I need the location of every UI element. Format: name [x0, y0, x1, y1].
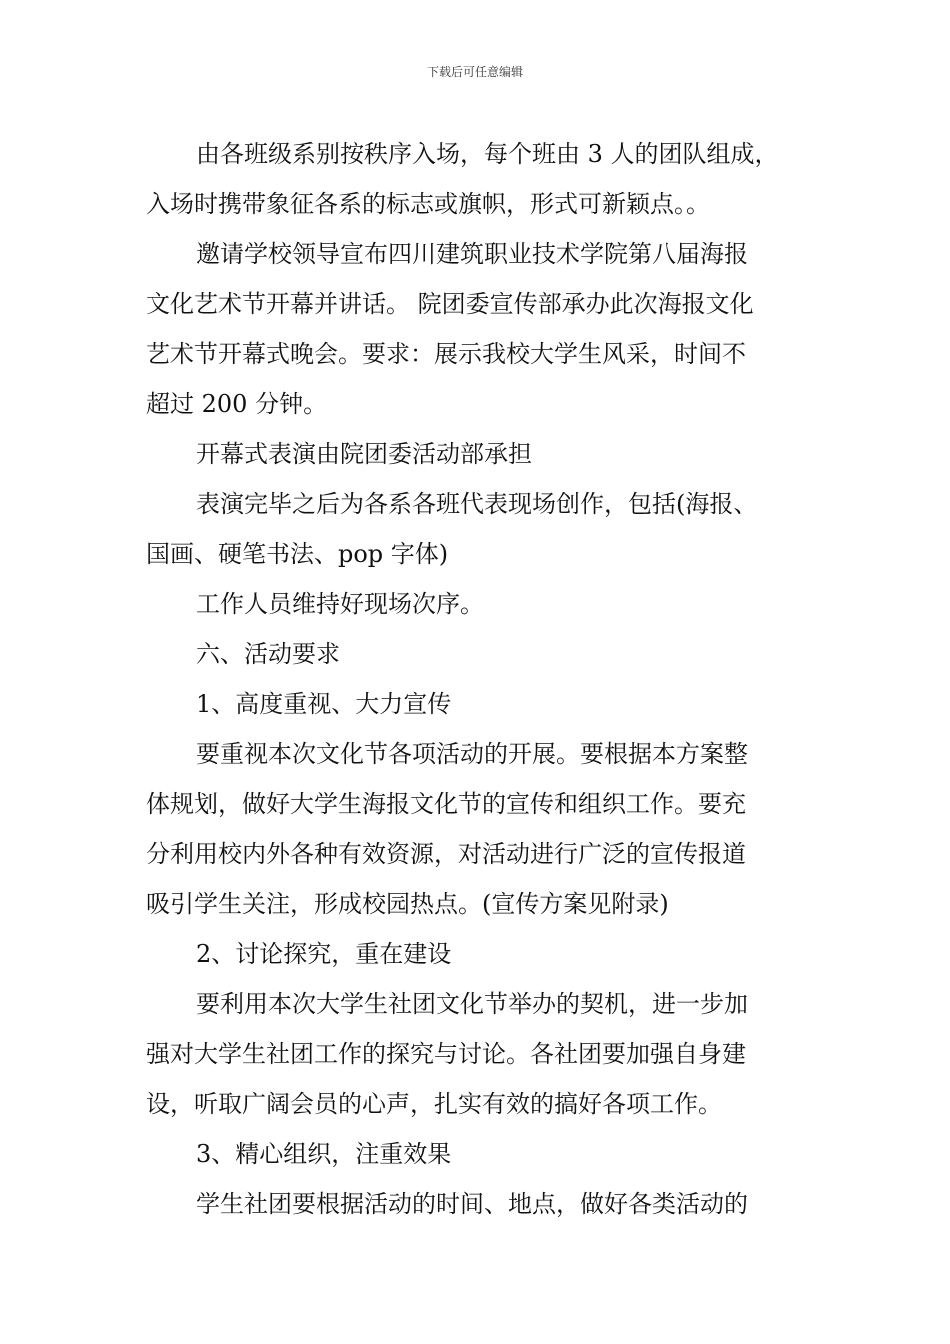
paragraph-opening-performance: [146, 429, 810, 479]
subheading-2: [146, 929, 810, 979]
text-line: 学生社团要根据活动的时间、地点，做好各类活动的: [196, 1190, 748, 1218]
paragraph-opening-speech: [146, 229, 810, 429]
text-line: 吸引学生关注，形成校园热点。(宣传方案见附录): [146, 890, 669, 918]
text-line: 2、讨论探究，重在建设: [196, 940, 452, 968]
paragraph-entry-order: [146, 129, 810, 229]
page-header-note: 下载后可任意编辑: [426, 65, 523, 79]
text-line: 开幕式表演由院团委活动部承担: [196, 440, 532, 468]
paragraph-publicity: [146, 729, 810, 929]
paragraph-discussion: [146, 979, 810, 1129]
subheading-1: [146, 679, 810, 729]
text-line: 六、活动要求: [196, 640, 340, 668]
paragraph-organization: [146, 1179, 810, 1229]
text-line: 由各班级系别按秩序入场，每个班由 3 人的团队组成，: [196, 140, 779, 168]
text-line: 设，听取广阔会员的心声，扎实有效的搞好各项工作。: [146, 1090, 722, 1118]
text-line: 表演完毕之后为各系各班代表现场创作，包括(海报、: [196, 490, 758, 518]
section-heading-requirements: [146, 629, 810, 679]
text-line: 国画、硬笔书法、pop 字体): [146, 540, 449, 568]
text-line: 邀请学校领导宣布四川建筑职业技术学院第八届海报: [196, 240, 748, 268]
text-line: 要重视本次文化节各项活动的开展。要根据本方案整: [196, 740, 748, 768]
text-line: 艺术节开幕式晚会。要求：展示我校大学生风采，时间不: [146, 340, 746, 368]
paragraph-onsite-creation: [146, 479, 810, 579]
text-line: 超过 200 分钟。: [146, 390, 328, 418]
subheading-3: [146, 1129, 810, 1179]
text-line: 入场时携带象征各系的标志或旗帜，形式可新颖点。。: [146, 190, 710, 218]
document-body: [146, 129, 810, 1229]
text-line: 要利用本次大学生社团文化节举办的契机，进一步加: [196, 990, 748, 1018]
text-line: 工作人员维持好现场次序。: [196, 590, 484, 618]
text-line: 1、高度重视、大力宣传: [196, 690, 452, 718]
paragraph-staff-order: [146, 579, 810, 629]
text-line: 体规划，做好大学生海报文化节的宣传和组织工作。要充: [146, 790, 746, 818]
text-line: 强对大学生社团工作的探究与讨论。各社团要加强自身建: [146, 1040, 746, 1068]
text-line: 分利用校内外各种有效资源，对活动进行广泛的宣传报道: [146, 840, 746, 868]
text-line: 文化艺术节开幕并讲话。 院团委宣传部承办此次海报文化: [146, 290, 754, 318]
text-line: 3、精心组织，注重效果: [196, 1140, 452, 1168]
